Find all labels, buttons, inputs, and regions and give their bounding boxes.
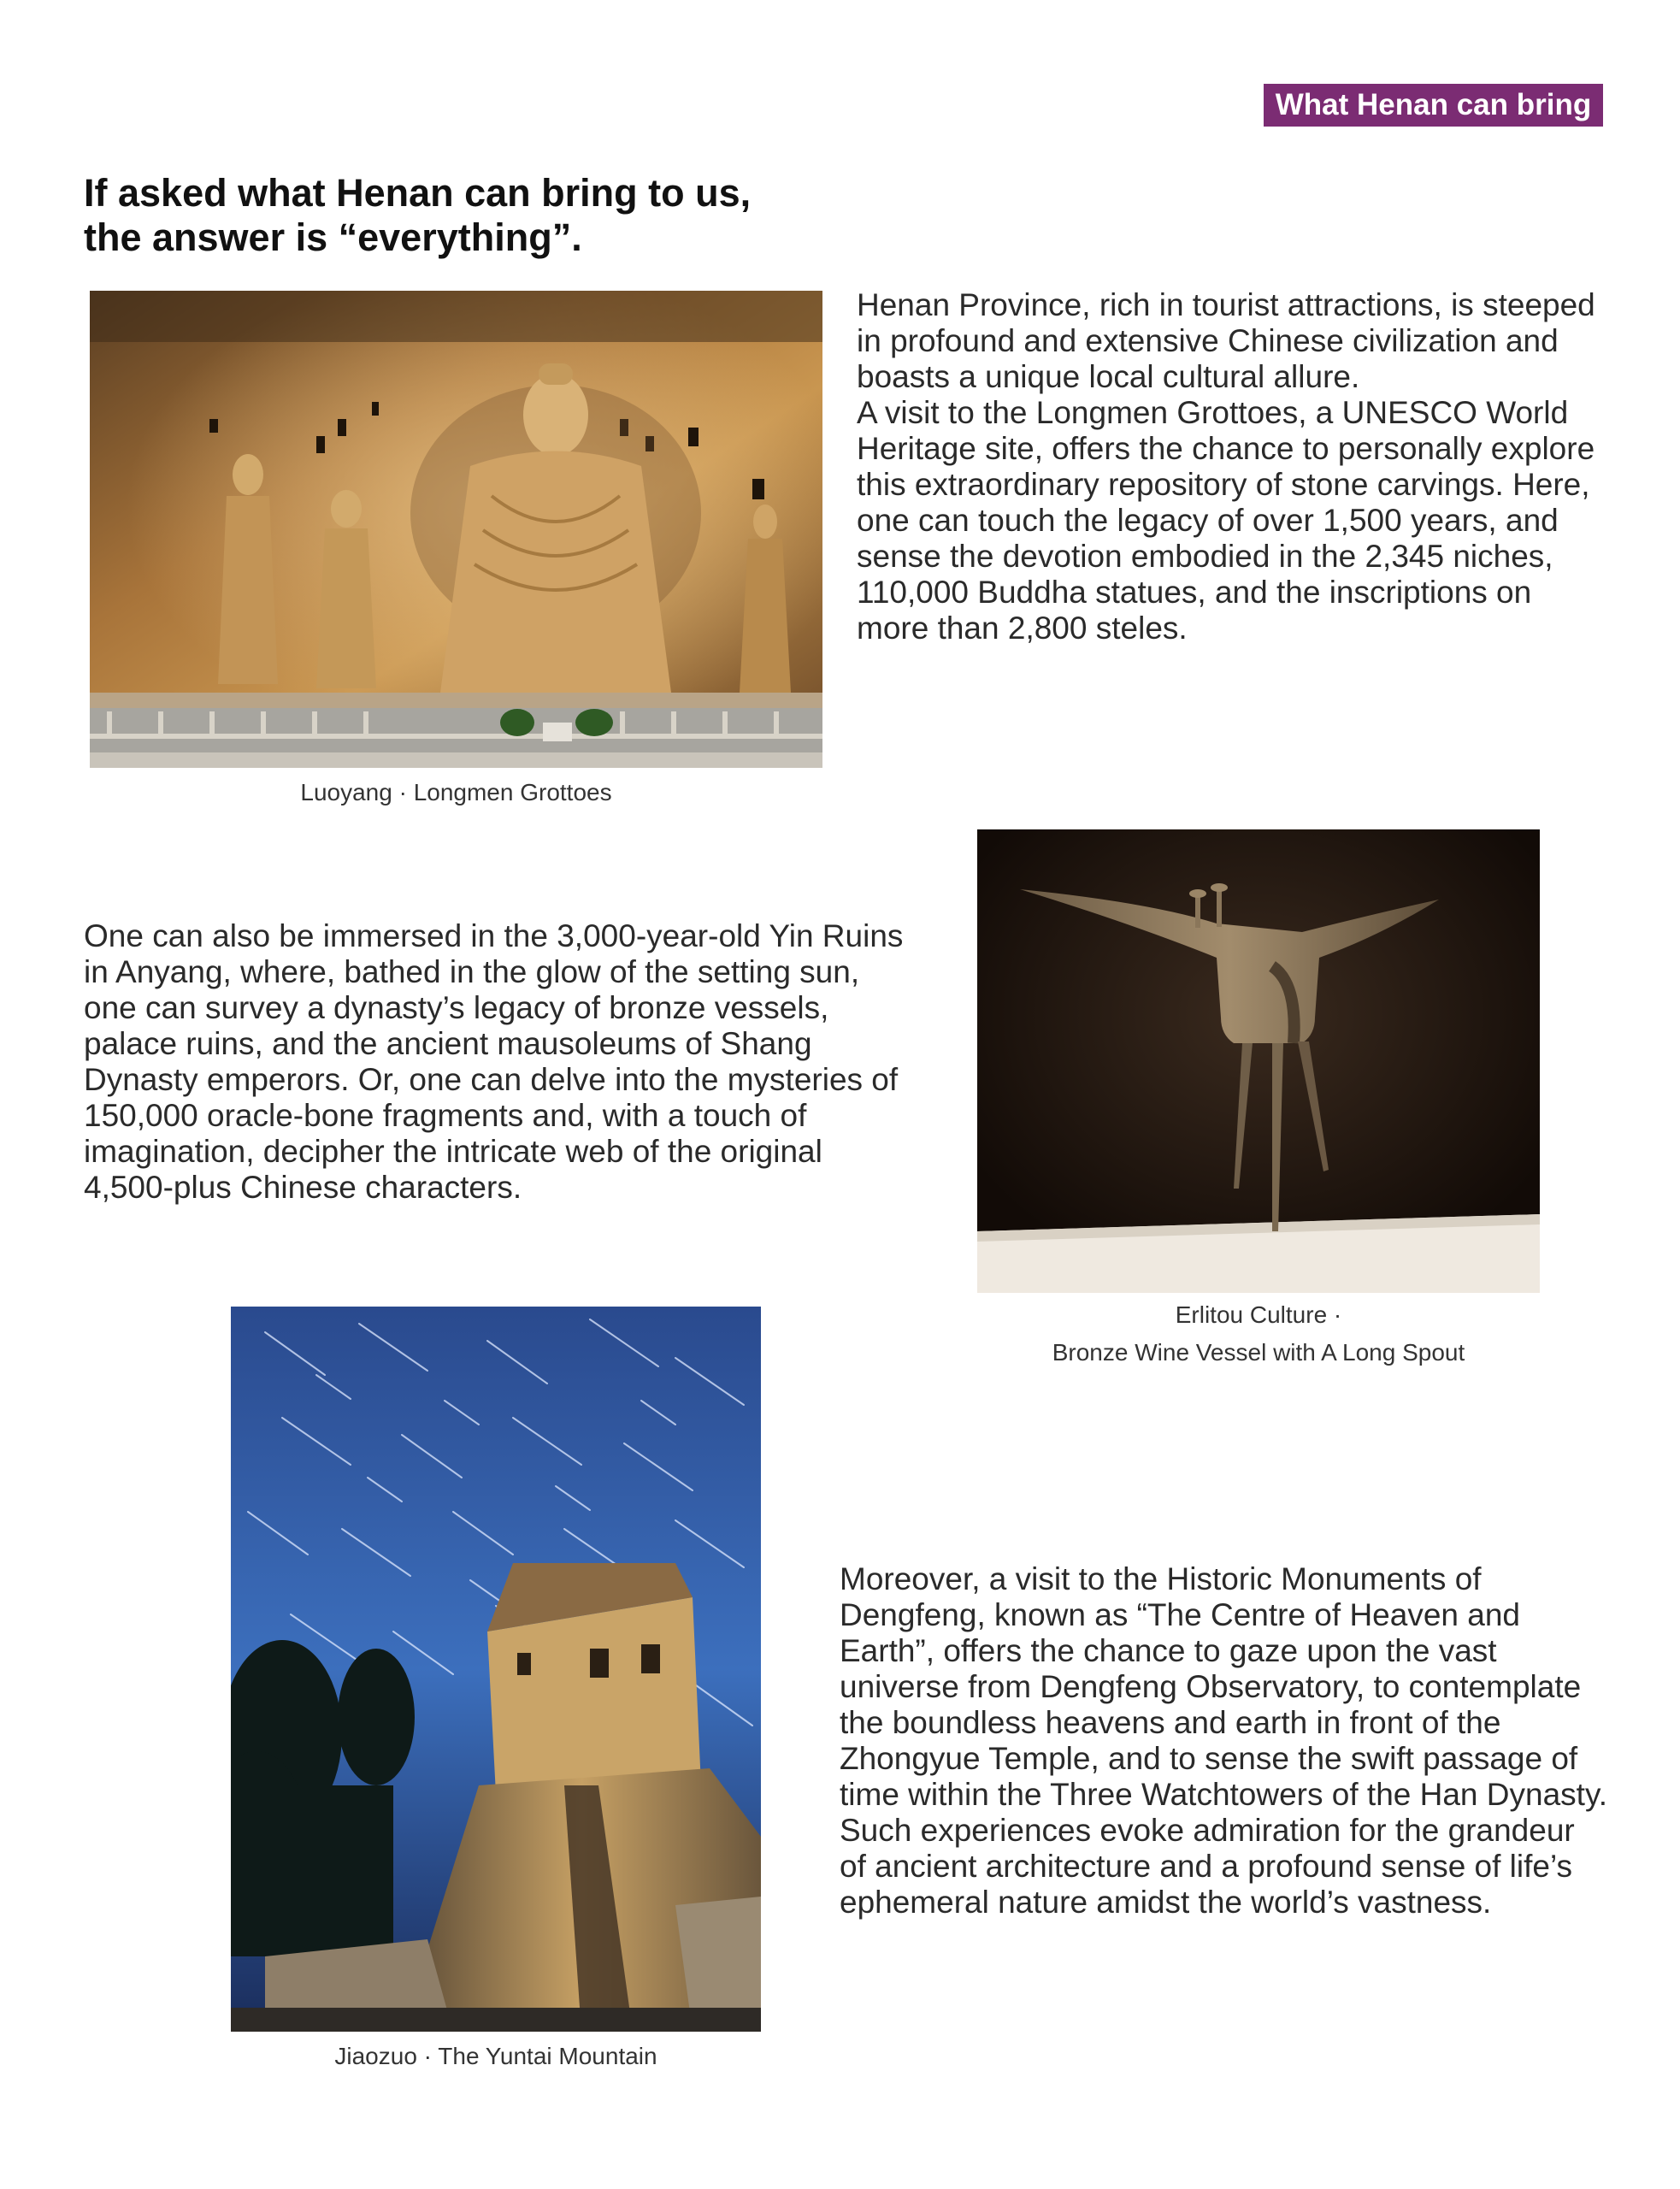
bronze-caption (977, 1296, 1540, 1372)
intro-paragraph (857, 287, 1609, 646)
dengfeng-paragraph: Moreover, a visit to the Historic Monuments of Dengfeng, known as “The Centre of Heaven and Earth”, offers the chance to gaze upon the vast universe from Dengfeng Observatory, to contemplate the boundless heavens and earth in front of the Zhongyue Temple, and to sense the swift passage of time within the Three Watchtowers of the Han Dynasty. Such experiences evoke admiration for the grandeur of ancient architecture and a profound sense of life’s ephemeral nature amidst the world’s vastness. (840, 1561, 1607, 1920)
bronze-vessel-photo (977, 829, 1540, 1293)
page-headline (84, 171, 939, 260)
yuntai-caption: Jiaozuo · The Yuntai Mountain (334, 2043, 657, 2069)
yin-ruins-paragraph: One can also be immersed in the 3,000-year-old Yin Ruins in Anyang, where, bathed in the glow of the setting sun, one can survey a dynasty’s legacy of bronze vessels, palace ruins, and the ancient mausoleums of Shang Dynasty emperors. Or, one can delve into the mysteries of 150,000 oracle-bone fragments and, with a touch of imagination, decipher the intricate web of the original 4,500-plus Chinese characters. (84, 918, 904, 1205)
bronze-caption-line-1: Erlitou Culture · (1175, 1301, 1342, 1328)
section-tag: What Henan can bring (1264, 84, 1603, 127)
headline-line-1: If asked what Henan can bring to us, (84, 171, 752, 215)
longmen-grottoes-photo (90, 291, 822, 768)
bronze-caption-line-2: Bronze Wine Vessel with A Long Spout (1052, 1339, 1465, 1366)
headline-line-2: the answer is “everything”. (84, 215, 582, 259)
intro-paragraph-part-1: Henan Province, rich in tourist attractions, is steeped in profound and extensive Chinese civilization and boasts a unique local cultural allure. (857, 287, 1595, 394)
yuntai-mountain-photo (231, 1307, 761, 2032)
intro-paragraph-part-2: A visit to the Longmen Grottoes, a UNESCO World Heritage site, offers the chance to personally explore this extraordinary repository of stone carvings. Here, one can touch the legacy of over 1,500 years, and sense the devotion embodied in the 2,345 niches, 110,000 Buddha statues, and the inscriptions on more than 2,800 steles. (857, 395, 1595, 646)
longmen-caption: Luoyang · Longmen Grottoes (300, 779, 612, 805)
